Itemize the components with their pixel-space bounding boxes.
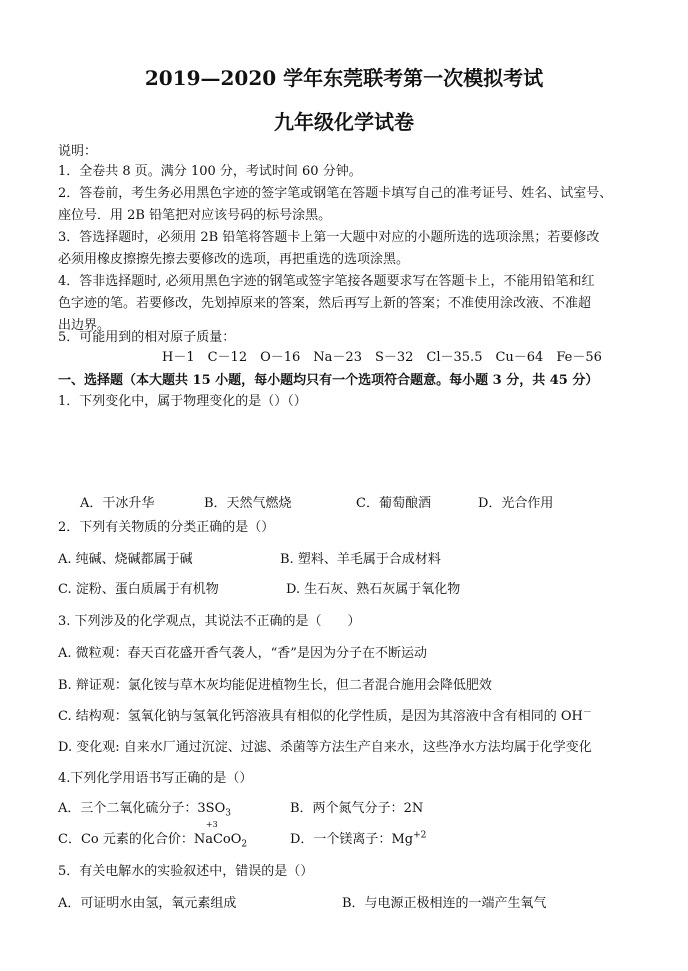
q3-option-b: B. 辩证观：氯化铵与草木灰均能促进植物生长，但二者混合施用会降低肥效 <box>58 678 492 693</box>
q4-option-b-formula: 2N <box>403 801 424 816</box>
exam-title: 2019—2020 学年东莞联考第一次模拟考试 <box>144 66 544 90</box>
q4-option-a-formula: 3SO <box>197 801 226 816</box>
exam-subtitle: 九年级化学试卷 <box>274 110 414 134</box>
instruction-4-cont: 色字迹的笔。若要修改，先划掉原来的答案，然后再写上新的答案；不准使用涂改液、不准超 <box>58 296 592 311</box>
q4-option-a <box>58 801 231 817</box>
question-3-stem: 3. 下列涉及的化学观点，其说法不正确的是（ ） <box>58 614 361 629</box>
q1-option-c: C．葡萄酿酒 <box>356 496 431 511</box>
q2-option-b: B. 塑料、羊毛属于合成材料 <box>280 552 441 567</box>
q3-option-d: D. 变化观: 自来水厂通过沉淀、过滤、杀菌等方法生产自来水，这些净水方法均属于化学变化 <box>58 740 592 755</box>
instructions-heading: 说明： <box>58 144 98 159</box>
q3-option-a: A. 微粒观：春天百花盛开香气袭人，“香”是因为分子在不断运动 <box>58 646 427 661</box>
q1-option-b: B．天然气燃烧 <box>204 496 292 511</box>
q4-option-c-formula: NaCoO <box>193 832 242 847</box>
q4-option-a-text: A．三个二氧化硫分子： <box>58 801 198 816</box>
q3-option-c <box>58 709 592 725</box>
question-5-stem: 5．有关电解水的实验叙述中，错误的是（） <box>58 864 314 879</box>
q2-option-a: A. 纯碱、烧碱都属于碱 <box>58 552 193 567</box>
atomic-masses: H－1 C－12 O－16 Na－23 S－32 Cl－35.5 Cu－64 Fe－56 <box>162 350 602 365</box>
q3-option-c-text: C. 结构观：氢氧化钠与氢氧化钙溶液具有相似的化学性质，是因为其溶液中含有相同的 OH <box>58 709 583 724</box>
instruction-3: 3．答选择题时，必须用 2B 铅笔将答题卡上第一大题中对应的小题所选的选项涂黑；若要修改 <box>58 230 600 245</box>
instruction-4: 4．答非选择题时, 必须用黑色字迹的钢笔或签字笔接各题要求写在答题卡上，不能用铅笔和红 <box>58 274 595 289</box>
question-4-stem: 4.下列化学用语书写正确的是（） <box>58 771 253 786</box>
instruction-4-cont2: 出边界。 <box>58 318 111 333</box>
q4-option-d <box>290 832 426 848</box>
q3-option-c-charge: － <box>582 707 592 718</box>
instruction-1: 1．全卷共 8 页。满分 100 分，考试时间 60 分钟。 <box>58 164 362 179</box>
q4-option-c-valence: +3 <box>205 820 218 829</box>
q4-option-c-subscript: 2 <box>241 839 248 850</box>
q4-option-c-compound <box>193 820 248 850</box>
q4-option-a-subscript: 3 <box>225 808 231 819</box>
q5-option-a: A．可证明水由氢，氧元素组成 <box>58 896 237 911</box>
instruction-2: 2．答卷前，考生务必用黑色字迹的签字笔或钢笔在答题卡填写自己的准考证号、姓名、试室号、 <box>58 186 613 201</box>
q4-option-b <box>290 801 423 817</box>
q4-option-c <box>58 820 248 850</box>
q1-option-d: D．光合作用 <box>478 496 554 511</box>
q4-option-d-charge: +2 <box>413 830 427 841</box>
q4-option-b-text: B．两个氮气分子： <box>290 801 404 816</box>
q1-option-a: A．干冰升华 <box>80 496 155 511</box>
question-2-stem: 2．下列有关物质的分类正确的是（） <box>58 520 275 535</box>
q4-option-d-formula: Mg <box>391 832 414 847</box>
section-heading: 一、选择题（本大题共 15 小题，每小题均只有一个选项符合题意。每小题 3 分，共 45 分） <box>58 373 599 388</box>
instruction-5: 5．可能用到的相对原子质量： <box>58 330 236 345</box>
q2-option-d: D. 生石灰、熟石灰属于氧化物 <box>286 582 461 597</box>
instruction-2-cont: 座位号．用 2B 铅笔把对应该号码的标号涂黑。 <box>58 208 332 223</box>
q4-option-d-text: D．一个镁离子： <box>290 832 392 847</box>
q4-option-c-text: C．Co 元素的化合价： <box>58 832 194 847</box>
q5-option-b: B．与电源正极相连的一端产生氧气 <box>342 896 547 911</box>
instruction-3-cont: 必须用橡皮擦擦先擦去要修改的选项，再把重选的选项涂黑。 <box>58 252 410 267</box>
question-1-stem: 1．下列变化中，属于物理变化的是（）（） <box>58 394 307 409</box>
q2-option-c: C. 淀粉、蛋白质属于有机物 <box>58 582 219 597</box>
